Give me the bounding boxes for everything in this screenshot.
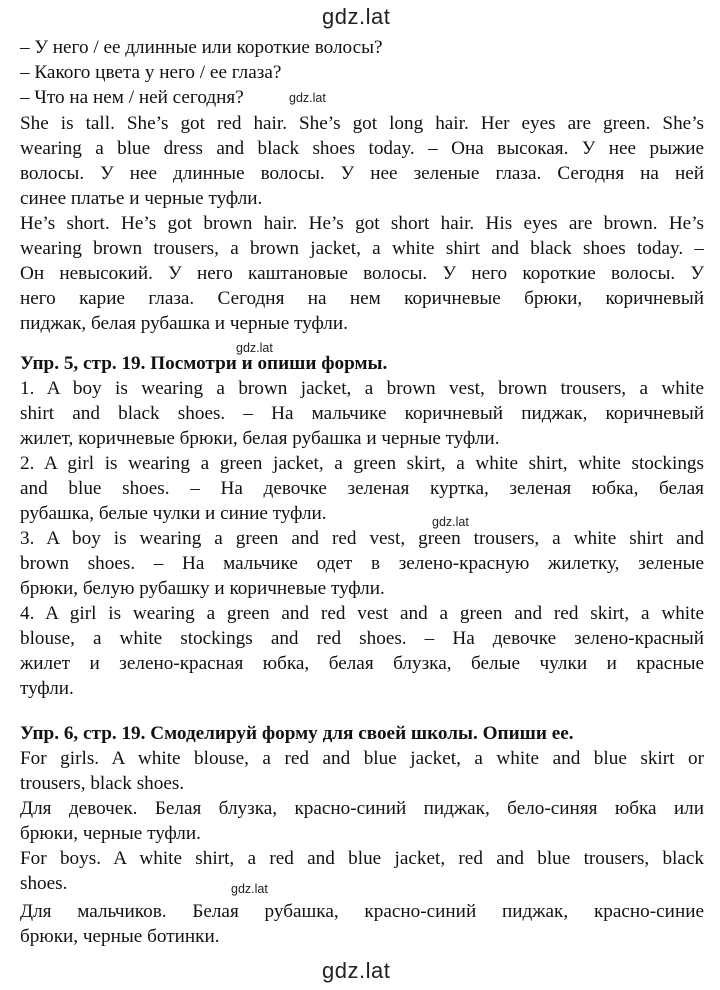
watermark-inline: gdz.lat (289, 91, 326, 105)
exercise-line: брюки, белую рубашку и коричневые туфли. (20, 578, 385, 599)
exercise-line: брюки, черные туфли. (20, 823, 201, 844)
exercise-line: blouse, a white stockings and red shoes. – На девочке зелено-красный (20, 628, 704, 649)
watermark-inline: gdz.lat (231, 882, 268, 896)
exercise-line: For girls. A white blouse, a red and blue jacket, a white and blue skirt or (20, 748, 704, 769)
exercise-6-heading: Упр. 6, стр. 19. Смоделируй форму для своей школы. Опиши ее. (20, 723, 574, 744)
exercise-line: For boys. A white shirt, a red and blue jacket, red and blue trousers, black (20, 848, 704, 869)
paragraph-line: wearing brown trousers, a brown jacket, a white shirt and black shoes today. – (20, 238, 704, 259)
exercise-line: Для мальчиков. Белая рубашка, красно-синий пиджак, красно-синие (20, 901, 704, 922)
exercise-line: жилет и зелено-красная юбка, белая блузка, белые чулки и красные (20, 653, 704, 674)
paragraph-line: волосы. У нее длинные волосы. У нее зеленые глаза. Сегодня на ней (20, 163, 704, 184)
question-line: – Какого цвета у него / ее глаза? (20, 62, 282, 83)
question-line: – Что на нем / ней сегодня? (20, 87, 244, 108)
paragraph-line: него карие глаза. Сегодня на нем коричневые брюки, коричневый (20, 288, 704, 309)
exercise-line: 3. A boy is wearing a green and red vest, green trousers, a white shirt and (20, 528, 704, 549)
exercise-line: рубашка, белые чулки и синие туфли. (20, 503, 327, 524)
exercise-line: туфли. (20, 678, 74, 699)
exercise-line: брюки, черные ботинки. (20, 926, 220, 947)
exercise-line: 4. A girl is wearing a green and red vest and a green and red skirt, a white (20, 603, 704, 624)
question-line: – У него / ее длинные или короткие волосы? (20, 37, 383, 58)
exercise-line: 1. A boy is wearing a brown jacket, a brown vest, brown trousers, a white (20, 378, 704, 399)
exercise-line: 2. A girl is wearing a green jacket, a green skirt, a white shirt, white stockings (20, 453, 704, 474)
exercise-line: brown shoes. – На мальчике одет в зелено-красную жилетку, зеленые (20, 553, 704, 574)
exercise-line: shoes. (20, 873, 68, 894)
watermark-bottom: gdz.lat (322, 958, 391, 983)
exercise-line: trousers, black shoes. (20, 773, 185, 794)
watermark-inline: gdz.lat (432, 515, 469, 529)
exercise-line: жилет, коричневые брюки, белая рубашка и черные туфли. (20, 428, 500, 449)
exercise-line: shirt and black shoes. – На мальчике коричневый пиджак, коричневый (20, 403, 704, 424)
paragraph-line: He’s short. He’s got brown hair. He’s got short hair. His eyes are brown. He’s (20, 213, 704, 234)
paragraph-line: пиджак, белая рубашка и черные туфли. (20, 313, 348, 334)
exercise-5-heading: Упр. 5, стр. 19. Посмотри и опиши формы. (20, 353, 388, 374)
watermark-inline: gdz.lat (236, 341, 273, 355)
paragraph-line: Он невысокий. У него каштановые волосы. У него короткие волосы. У (20, 263, 704, 284)
paragraph-line: синее платье и черные туфли. (20, 188, 263, 209)
paragraph-line: She is tall. She’s got red hair. She’s got long hair. Her eyes are green. She’s (20, 113, 704, 134)
paragraph-line: wearing a blue dress and black shoes today. – Она высокая. У нее рыжие (20, 138, 704, 159)
exercise-line: and blue shoes. – На девочке зеленая куртка, зеленая юбка, белая (20, 478, 704, 499)
watermark-top: gdz.lat (322, 4, 391, 29)
exercise-line: Для девочек. Белая блузка, красно-синий пиджак, бело-синяя юбка или (20, 798, 704, 819)
